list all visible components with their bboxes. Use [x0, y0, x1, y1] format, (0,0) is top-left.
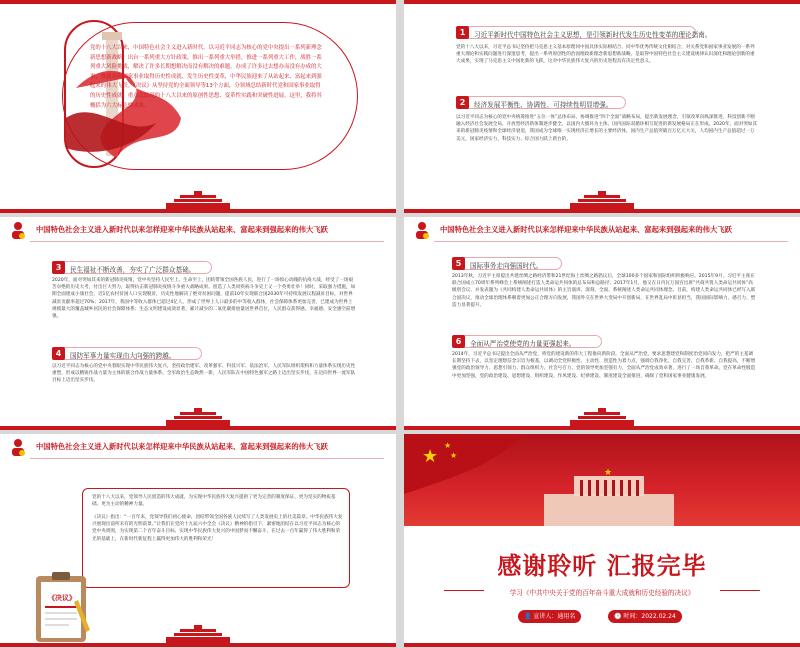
slide-3 [0, 217, 396, 430]
bottom-bar [0, 643, 396, 647]
svg-text:★: ★ [604, 468, 613, 478]
top-bar [404, 0, 800, 4]
svg-text:★: ★ [422, 446, 439, 467]
section-2-text: 以习近平同志为核心的党中央统筹推进“五位一体”总体布局、协调推进“四个全面”战略布局，提出新发展理念，引领改革向纵深推进，科技创新不断融入经济社会发展全局，开放型经济新体制逐步健全，以国内大循环为主体、国内国际双循环相互促进的新发展格局正在形成。2020年，面对突如其来的新冠肺炎疫情和全球经济衰退，我国成为全球唯一实现经济正增长的主要经济体，国内生产总值突破百万亿元大关，人均国内生产总值超过一万美元，国家经济实力、科技实力、综合国力跃上新台阶。 [456, 115, 758, 142]
section-4-text: 以习近平同志为核心的党中央着眼实现中华民族伟大复兴，坚持政治建军、改革强军、科技兴军、依法治军，人民军队组织架构和力量体系实现历史性重塑，形成以精锐作战力量为主体的联合作战力量体系，全军政治生态焕然一新，人民军队在中国特色强军之路上迈出坚实步伐，在迈向世界一流军队目标上迈出坚实步伐。 [52, 364, 356, 384]
section-6-text: 2014年，习近平总书记提出全面从严治党，将党的建设新的伟大工程推向新阶段。全面从严治党，要求思想建党和制度治党同向发力，把严的主基调长期坚持下去，以坚定理想信念宗旨为根基，以调动全党积极性、主动性、创造性为着力点，强调自我净化、自我完善、自我革新、自我提高，不断增强党的政治领导力、思想引领力、群众组织力、社会号召力，党的领导更加坚强有力，全面从严治党成效卓著，进行了一场自我革命。党在革命性锻造中更加坚强，党的政治建设、思想建设、组织建设、作风建设、纪律建设、制度建设全面推进，确保了党和国家事业健康发展。 [452, 352, 756, 379]
bottom-bar [404, 426, 800, 430]
clock-icon: 🕒 [614, 613, 622, 620]
section-number: 6 [452, 335, 465, 348]
slide5-paragraph-1: 党的十八大以来，党领导人民创造的伟大成就，为实现中华民族伟大复兴提供了更为完善的制度保证、更为坚实的物质基础、更为主动的精神力量。 [92, 495, 336, 508]
section-number: 4 [52, 347, 65, 360]
section-number: 3 [52, 261, 65, 274]
thanks-title: 感谢聆听 汇报完毕 [497, 552, 707, 580]
header-divider [30, 458, 384, 459]
section-4-label: 国防军事力量实现由大向强的跨越。 [70, 352, 176, 360]
bottom-bar [0, 426, 396, 430]
header-title: 中国特色社会主义进入新时代以来怎样迎来中华民族从站起来、富起来到强起来的伟大飞跃 [36, 225, 328, 234]
section-number: 5 [452, 257, 465, 270]
section-5 [452, 257, 562, 270]
svg-text:★: ★ [444, 441, 452, 450]
clipboard-label: 《决议》 [48, 594, 76, 602]
section-2-label: 经济发展平衡性、协调性、可持续性明显增强。 [474, 101, 613, 109]
hall-silhouette [160, 625, 236, 643]
slide-1 [0, 0, 396, 213]
header-title: 中国特色社会主义进入新时代以来怎样迎来中华民族从站起来、富起来到强起来的伟大飞跃 [36, 442, 328, 451]
party-emblem-icon [414, 221, 430, 241]
party-emblem-icon [10, 221, 26, 241]
section-3 [52, 261, 212, 274]
section-2 [456, 96, 626, 109]
clipboard-graphic [30, 570, 94, 644]
header-divider [30, 241, 384, 242]
user-icon: 👤 [524, 613, 532, 620]
section-number: 1 [456, 26, 469, 39]
hall-silhouette [564, 191, 640, 209]
header-title: 中国特色社会主义进入新时代以来怎样迎来中华民族从站起来、富起来到强起来的伟大飞跃 [440, 225, 732, 234]
slide5-paragraph-2: 《决议》指出：“一百年来，党领导我们初心使命，团结带领全国各族人民续写了人类发展史上的壮美篇章。中华民族伟大复兴展现出前所未有的光明前景。”让我们在党的十九届六中全会《决议》精神的指引下，紧密地团结在以习近平同志为核心的党中央周围，为实现第二个百年奋斗目标、实现中华民族伟大复兴的中国梦而不懈奋斗，在过去一百年赢得了伟大胜利和荣光的基础上，在新时代新征程上赢得更加伟大的胜利和荣光！ [92, 515, 343, 542]
date-text: 时间：2022.02.24 [623, 613, 676, 620]
section-5-label: 国际事务走向强国时代。 [470, 262, 543, 270]
divider-right [720, 590, 760, 591]
hall-silhouette [160, 408, 236, 426]
bottom-bar [0, 209, 396, 213]
speaker-pill [518, 610, 581, 623]
bottom-bar [404, 209, 800, 213]
section-6 [452, 335, 602, 348]
slide1-paragraph: 党的十八大以来，中国特色社会主义进入新时代。以习近平同志为核心的党中央提出一系列新理念新思想新战略，出台一系列重大方针政策，推出一系列重大举措，推进一系列重大工作，战胜一系列重大风险挑战，解决了许多长期想解决而没有解决的难题，办成了许多过去想办而没有办成的大事，推动党和国家事业取得历史性成就、发生历史性变革，中华民族迎来了从站起来、富起来到强起来的伟大飞跃。《决议》从坚持党的全面领导等13个方面，分领域总结新时代党和国家事业取得的历史性成就，重点总结党的十八大以来的原创性思想、变革性实践和突破性进展。这里，我将其概括为六大标志性成果。 [90, 45, 322, 109]
slide-header [0, 438, 396, 460]
section-number: 2 [456, 96, 469, 109]
section-6-label: 全面从严治党使党的力量更强起来。 [470, 340, 576, 348]
flag-graphic [404, 434, 524, 526]
party-emblem-icon [10, 438, 26, 458]
section-1-text: 党的十八大以来，习近平总书记坚持把马克思主义基本原理同中国具体实际相结合、同中华优秀传统文化相结合，对关系党和国家事业发展的一系列重大理论和实践问题进行深邃思考，提出一系列原创性的治国理政新理念新思想新战略，是取得中国特色社会主义建设规律认识深化和理论创新的重大成果，实现了马克思主义中国化新的飞跃，这对中华民族伟大复兴的历史进程具有决定性意义。 [456, 45, 755, 65]
slide-4 [404, 217, 800, 430]
red-banner [404, 434, 800, 526]
speaker-text: 宣讲人：通用名 [533, 613, 576, 620]
slide-6 [404, 434, 800, 647]
section-3-text: 2020年，面对突如其来的新冠肺炎疫情，党中央坚持人民至上、生命至上，团结带领全国各族人民，进行了一场惊心动魄的抗疫大战，经受了一场艰苦卓绝的历史大考，付出巨大努力，取得抗击新冠肺炎疫情斗争重大战略成果。创造了人类同疾病斗争史上又一个英勇壮举！同时，采取强力措施，如期全面建成小康社会，近1亿农村贫困人口实现脱贫，历史性地解决了绝对贫困问题，提前10年实现联合国2030年可持续发展议程减贫目标，对世界减贫贡献率超过70%；2017年，我国中等收入群体已超过4亿人，形成了世界上人口最多的中等收入群体，社会保障体系更加完善，已建成为世界上规模最大的覆盖城乡居民的社会保障体系；生态文明建设成效显著，累计减少的二氧化碳排放量居世界首位，人民群众获得感、幸福感、安全感空前增强。 [52, 278, 356, 320]
section-1 [456, 26, 712, 39]
svg-text:★: ★ [450, 451, 458, 460]
hall-silhouette [564, 408, 640, 426]
subtitle: 学习《中共中央关于党的百年奋斗重大成就和历史经验的决议》 [509, 589, 695, 597]
slide-header [404, 221, 800, 243]
date-pill [608, 610, 682, 623]
bottom-bar [404, 643, 800, 647]
slide-2 [404, 0, 800, 213]
slide-header [0, 221, 396, 243]
section-4 [52, 347, 202, 360]
section-5-text: 2013年秋，习近平主席提出共建丝绸之路经济带和21世纪海上丝绸之路倡议后，全球100多个国家和国际组织积极响应。2015年9月，习近平主席在联合国成立70周年系列峰会上系统阐述打造人类命运共同体的总布局和总路径；2017年1月，他又在日内瓦万国宫出席“共商共筑人类命运共同体”高级别会议，并发表题为《共同构建人类命运共同体》的主旨演讲。深刻、全面、系统阐述人类命运共同体理念。目前，构建人类命运共同体已经写入联合国决议，推动全球治理体系朝着更加公正合理方向发展，我国外交在世界大变局中开创新局，在世界乱局中彰显担当，我国国际影响力、感召力、塑造力显著提升。 [452, 274, 756, 308]
section-1-label: 习近平新时代中国特色社会主义思想，是引领新时代发生历史性变革的理论指南。 [474, 31, 712, 39]
section-3-label: 民生福祉不断改善，夯实了广泛群众基础。 [70, 266, 196, 274]
header-divider [434, 241, 788, 242]
slide-5 [0, 434, 396, 647]
hall-silhouette [160, 191, 236, 209]
top-bar [0, 0, 396, 4]
great-hall-graphic [544, 458, 674, 526]
